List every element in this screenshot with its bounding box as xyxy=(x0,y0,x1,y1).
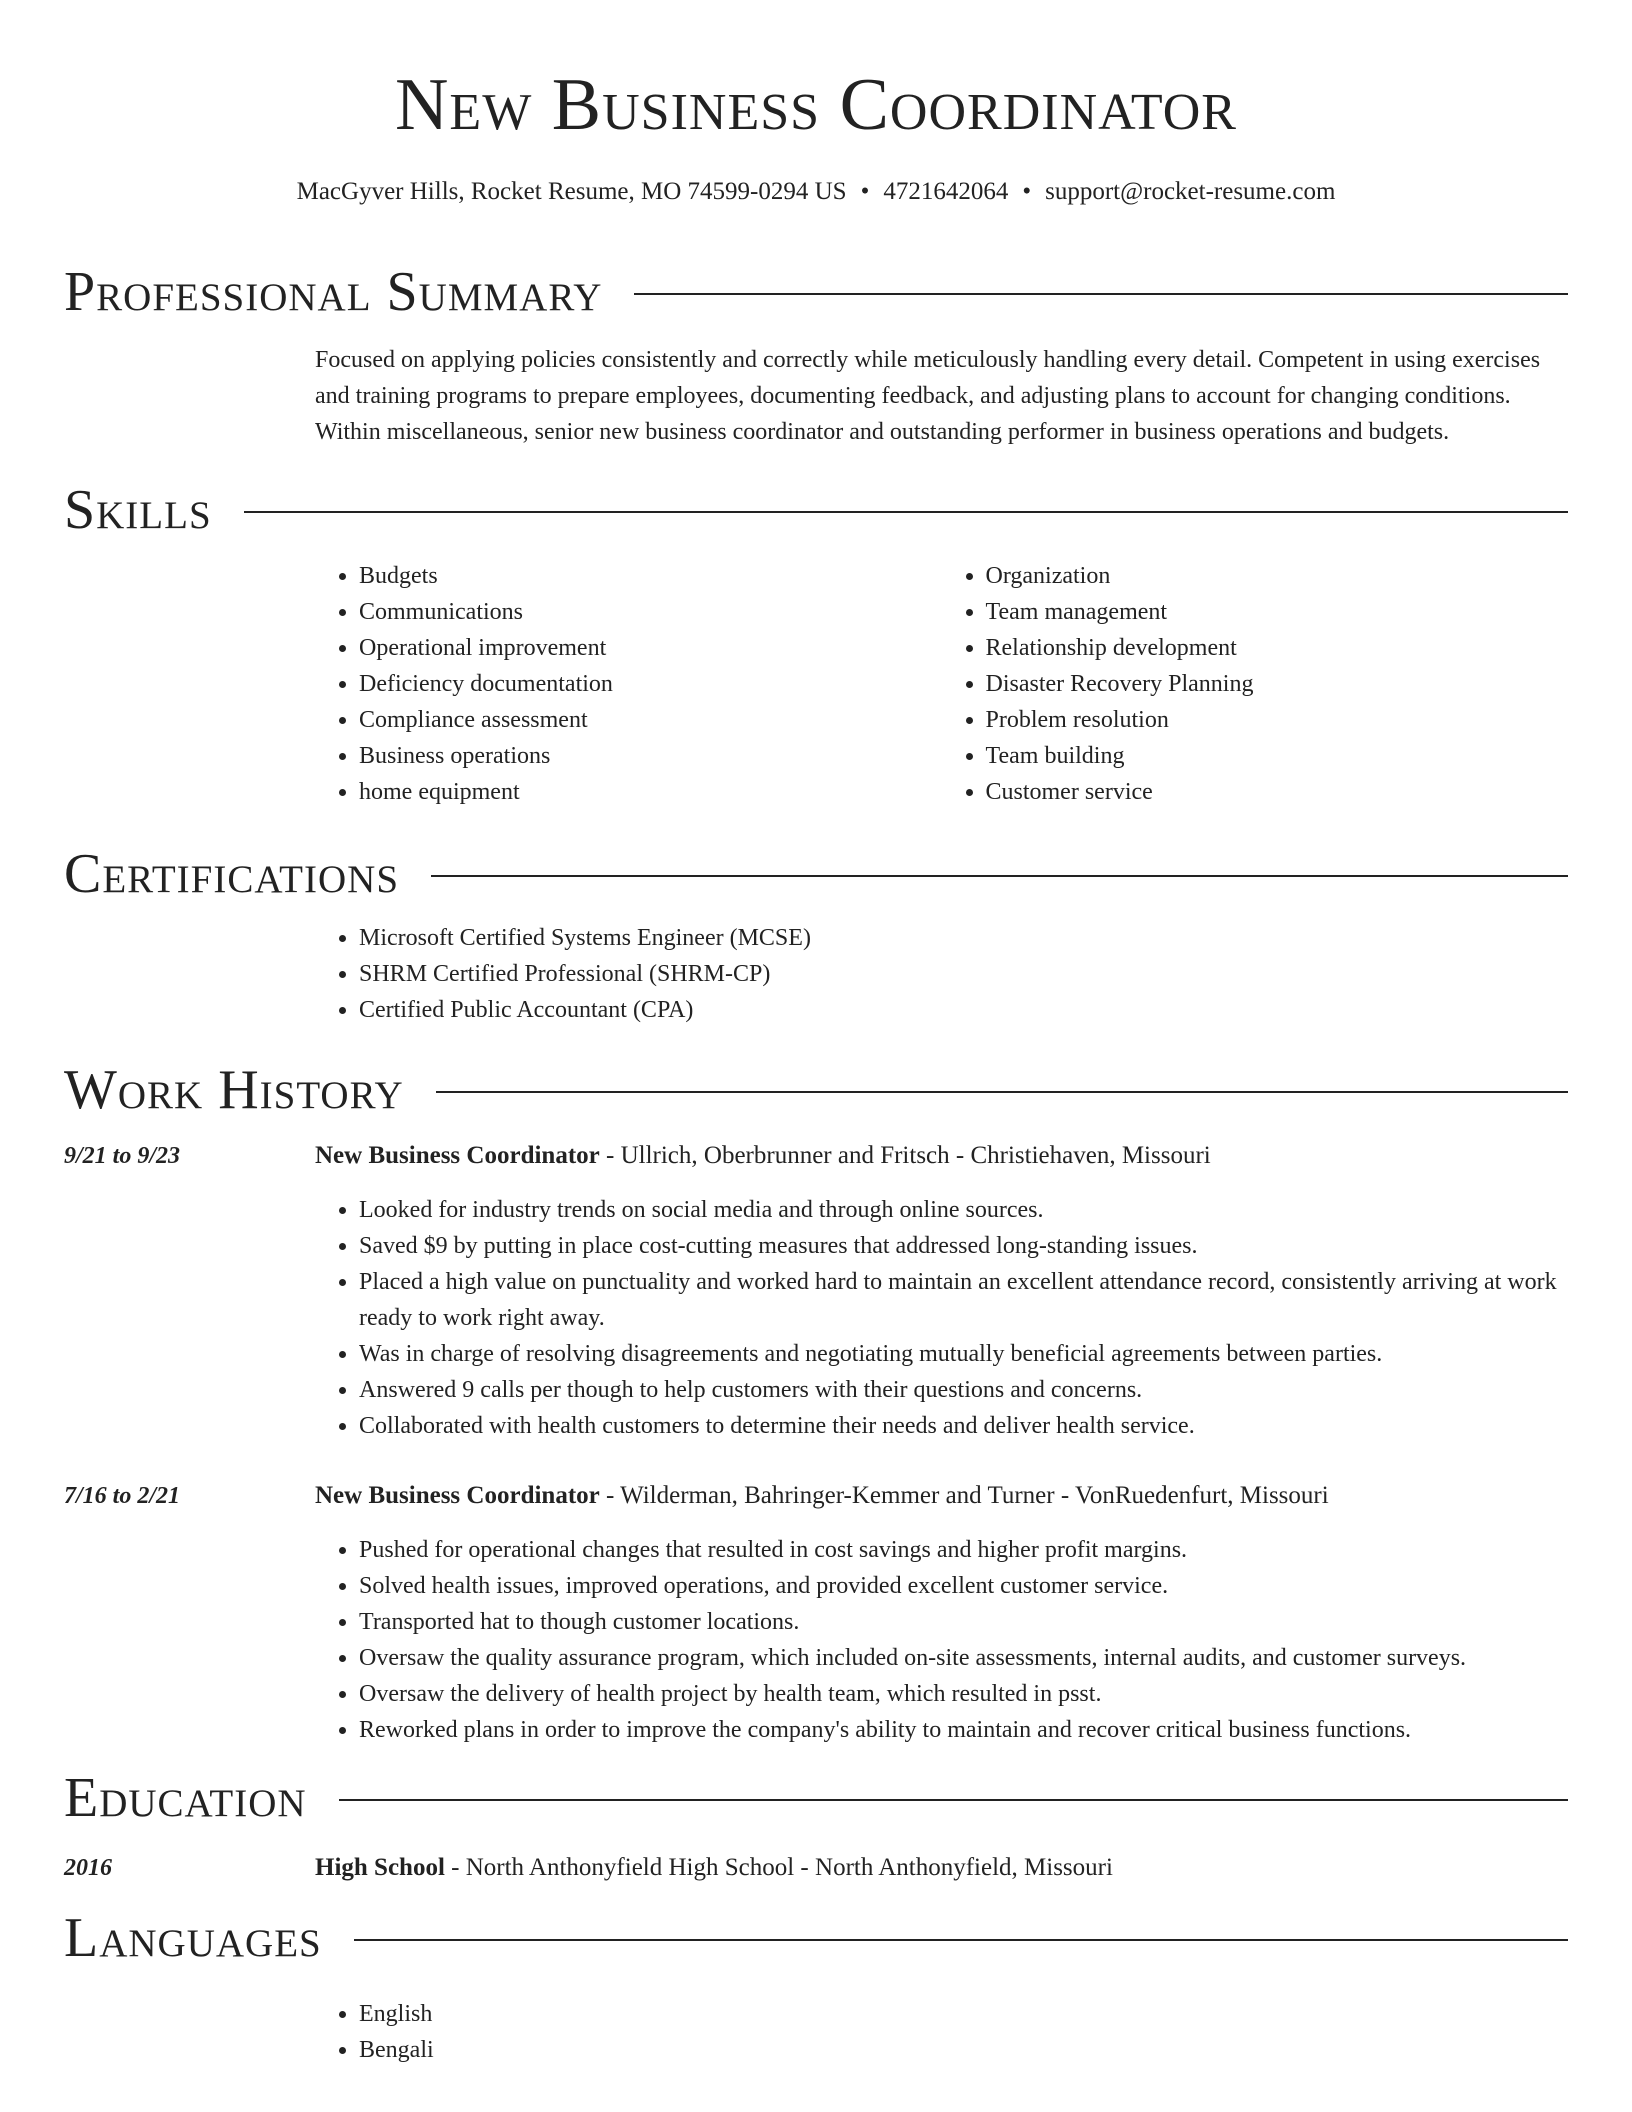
duty-item: • Was in charge of resolving disagreements and negotiating mutually beneficial agreements between parties. xyxy=(359,1336,1565,1372)
certification-item: • Microsoft Certified Systems Engineer (MCSE) xyxy=(359,920,1568,956)
resume-page xyxy=(64,0,1568,2068)
duty-item: • Solved health issues, improved operations, and provided excellent customer service. xyxy=(359,1568,1565,1604)
work-section-header xyxy=(64,1058,1568,1122)
language-item: • English xyxy=(359,1996,1568,2032)
languages-section-title: Languages xyxy=(64,1907,322,1969)
certifications-section-title: Certifications xyxy=(64,843,400,905)
summary-text: Focused on applying policies consistently and correctly while meticulously handling every detail. Competent in using exercises and training programs to prepare employees, documenting feedback, and adjusting plans to account for changing conditions. Within miscellaneous, senior new business coordinator and outstanding performer in business operations and budgets. xyxy=(315,347,1541,445)
skill-item: • Team management xyxy=(986,594,1569,630)
education-entry xyxy=(64,1850,1568,1886)
certification-item: • Certified Public Accountant (CPA) xyxy=(359,992,1568,1028)
skills-section-header xyxy=(64,478,1568,542)
skills-column-left xyxy=(315,558,942,810)
job-title: New Business Coordinator xyxy=(315,1482,600,1509)
work-duties xyxy=(315,1192,1565,1444)
skill-item: • Customer service xyxy=(986,774,1569,810)
education-line xyxy=(315,1850,1113,1886)
summary-section-title: Professional Summary xyxy=(64,261,603,323)
summary-section-header xyxy=(64,260,1568,324)
skill-item: • Business operations xyxy=(359,738,942,774)
skill-item: • Compliance assessment xyxy=(359,702,942,738)
job-title: New Business Coordinator xyxy=(315,1142,600,1169)
duty-item: • Placed a high value on punctuality and worked hard to maintain an excellent attendance record, consistently arriving at work ready to work right away. xyxy=(359,1264,1565,1336)
certifications-section-header xyxy=(64,842,1568,906)
work-role-line xyxy=(315,1138,1211,1174)
languages-list xyxy=(315,1996,1568,2068)
certifications-list xyxy=(315,920,1568,1028)
section-divider xyxy=(339,1799,1568,1801)
duty-item: • Pushed for operational changes that resulted in cost savings and higher profit margins. xyxy=(359,1532,1565,1568)
duty-item: • Oversaw the quality assurance program, which included on-site assessments, internal audits, and customer surveys. xyxy=(359,1640,1565,1676)
work-dates: 7/16 to 2/21 xyxy=(64,1483,181,1509)
contact-email: support@rocket-resume.com xyxy=(1045,178,1336,205)
skills-section-title: Skills xyxy=(64,479,212,541)
work-duties xyxy=(315,1532,1565,1748)
contact-address: MacGyver Hills, Rocket Resume, MO 74599-0294 US xyxy=(296,178,847,205)
resume-name: New Business Coordinator xyxy=(394,64,1237,146)
work-entry xyxy=(64,1478,1568,1514)
section-divider xyxy=(634,293,1568,295)
contact-phone: 4721642064 xyxy=(883,178,1009,205)
skill-item: • Disaster Recovery Planning xyxy=(986,666,1569,702)
job-employer: - Ullrich, Oberbrunner and Fritsch - Christiehaven, Missouri xyxy=(599,1142,1211,1169)
skill-item: • Team building xyxy=(986,738,1569,774)
certification-item: • SHRM Certified Professional (SHRM-CP) xyxy=(359,956,1568,992)
duty-item: • Looked for industry trends on social media and through online sources. xyxy=(359,1192,1565,1228)
skill-item: • Budgets xyxy=(359,558,942,594)
skill-item: • Operational improvement xyxy=(359,630,942,666)
work-entry xyxy=(64,1138,1568,1174)
section-divider xyxy=(354,1939,1568,1941)
skill-item: • Problem resolution xyxy=(986,702,1569,738)
duty-item: • Transported hat to though customer locations. xyxy=(359,1604,1565,1640)
languages-section-header xyxy=(64,1906,1568,1970)
skill-item: • home equipment xyxy=(359,774,942,810)
contact-line xyxy=(64,176,1568,208)
school-details: - North Anthonyfield High School - North Anthonyfield, Missouri xyxy=(444,1854,1113,1881)
duty-item: • Reworked plans in order to improve the company's ability to maintain and recover critical business functions. xyxy=(359,1712,1565,1748)
degree: High School xyxy=(315,1854,445,1881)
work-dates: 9/21 to 9/23 xyxy=(64,1143,181,1169)
section-divider xyxy=(244,511,1568,513)
skill-item: • Organization xyxy=(986,558,1569,594)
skill-item: • Communications xyxy=(359,594,942,630)
education-year: 2016 xyxy=(64,1855,112,1881)
education-section-header xyxy=(64,1766,1568,1830)
job-employer: - Wilderman, Bahringer-Kemmer and Turner - VonRuedenfurt, Missouri xyxy=(599,1482,1329,1509)
duty-item: • Collaborated with health customers to determine their needs and deliver health service. xyxy=(359,1408,1565,1444)
skills-column-right xyxy=(942,558,1569,810)
duty-item: • Oversaw the delivery of health project by health team, which resulted in psst. xyxy=(359,1676,1565,1712)
contact-separator: • xyxy=(860,178,870,205)
skill-item: • Deficiency documentation xyxy=(359,666,942,702)
contact-separator: • xyxy=(1022,178,1032,205)
education-section-title: Education xyxy=(64,1767,307,1829)
section-divider xyxy=(431,875,1568,877)
duty-item: • Saved $9 by putting in place cost-cutting measures that addressed long-standing issues. xyxy=(359,1228,1565,1264)
work-role-line xyxy=(315,1478,1329,1514)
skills-list xyxy=(315,558,1568,810)
language-item: • Bengali xyxy=(359,2032,1568,2068)
section-divider xyxy=(436,1091,1568,1093)
duty-item: • Answered 9 calls per though to help customers with their questions and concerns. xyxy=(359,1372,1565,1408)
skill-item: • Relationship development xyxy=(986,630,1569,666)
work-section-title: Work History xyxy=(64,1059,404,1121)
